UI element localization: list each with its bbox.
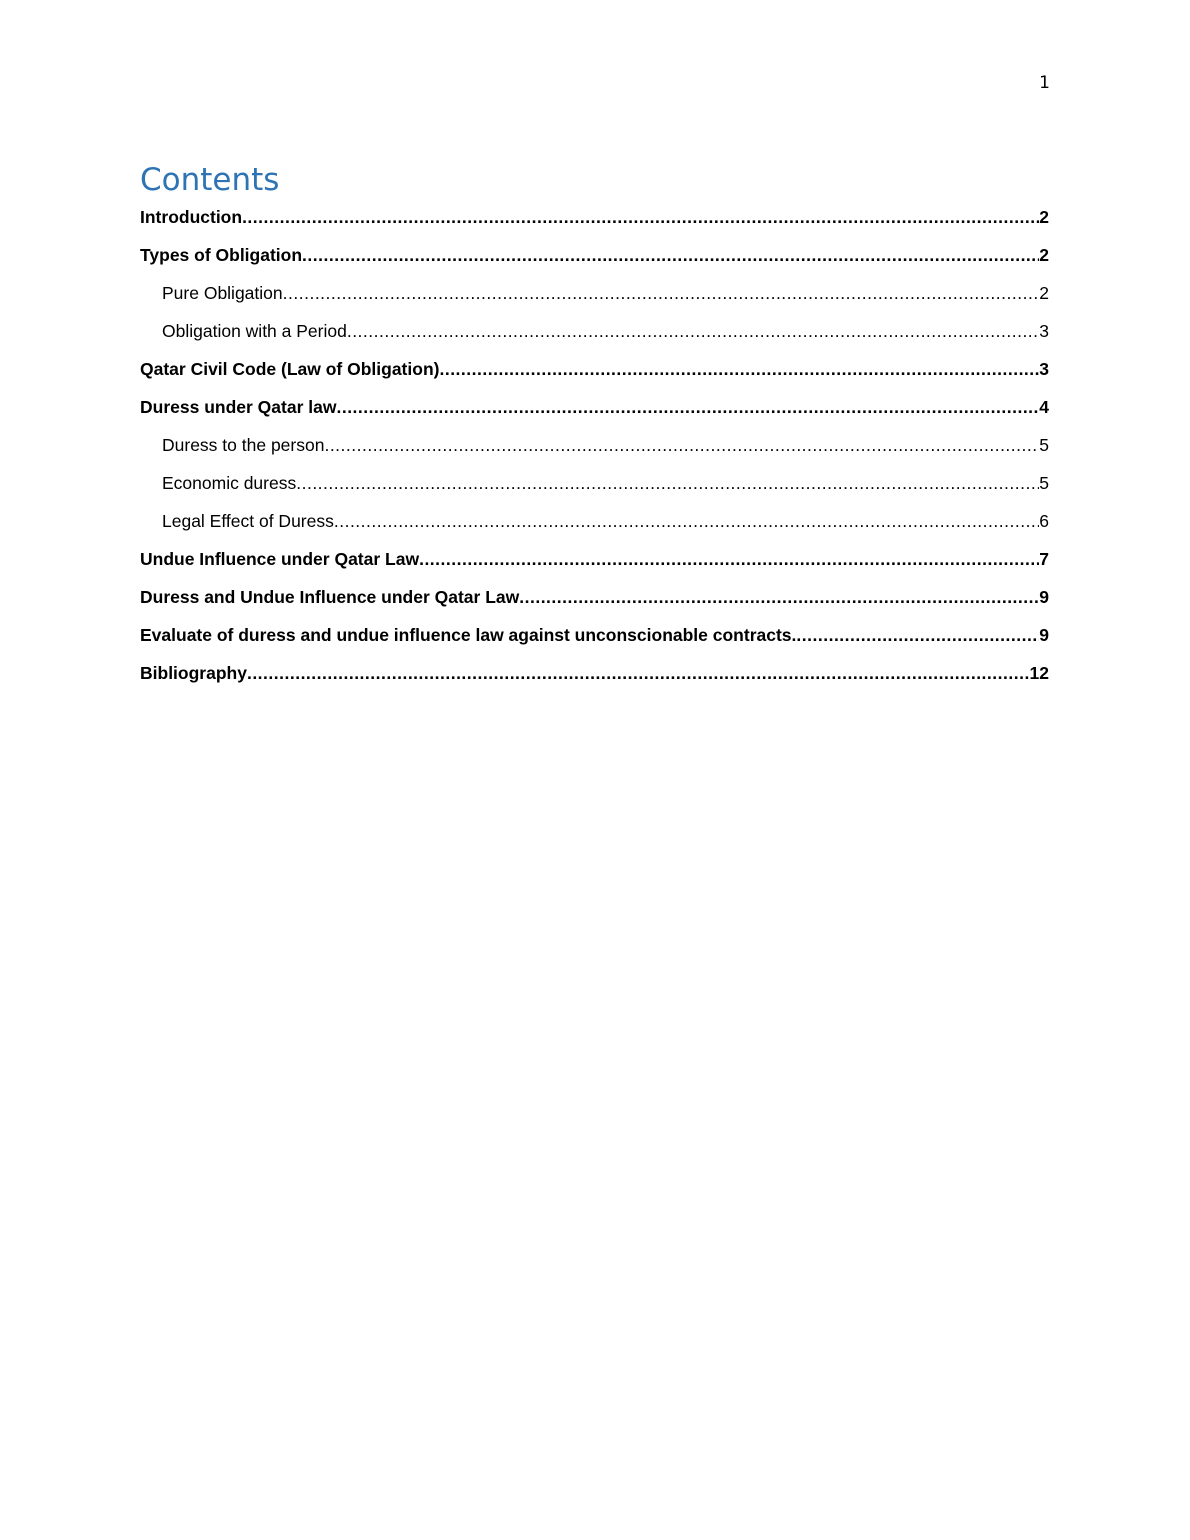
toc-entry-types-of-obligation[interactable] [140, 236, 1049, 274]
toc-entry-page: 4 [1039, 397, 1049, 417]
toc-entry-label: Duress and Undue Influence under Qatar Law [140, 587, 520, 607]
toc-entry-page: 2 [1039, 245, 1049, 265]
toc-entry-bibliography[interactable] [140, 654, 1049, 692]
toc-dot-leader [796, 616, 1039, 654]
toc-dot-leader [242, 198, 1039, 236]
toc-entry-page: 2 [1039, 283, 1049, 303]
toc-entry-label: Economic duress [162, 473, 297, 493]
toc-entry-page: 9 [1039, 625, 1049, 645]
toc-entry-page: 2 [1039, 207, 1049, 227]
toc-entry-page: 3 [1039, 321, 1049, 341]
toc-entry-label: Pure Obligation [162, 283, 283, 303]
toc-entry-undue-influence[interactable] [140, 540, 1049, 578]
toc-entry-label: Evaluate of duress and undue influence law against unconscionable contracts. [140, 625, 797, 645]
toc-entry-label: Bibliography [140, 663, 247, 683]
toc-entry-page: 12 [1029, 663, 1049, 683]
toc-entry-page: 7 [1039, 549, 1049, 569]
toc-entry-page: 3 [1039, 359, 1049, 379]
toc-entry-page: 6 [1039, 511, 1049, 531]
toc-entry-label: Introduction [140, 207, 243, 227]
toc-dot-leader [347, 312, 1039, 350]
toc-dot-leader [302, 236, 1039, 274]
toc-entry-label: Duress to the person [162, 435, 325, 455]
toc-entry-page: 9 [1039, 587, 1049, 607]
toc-dot-leader [519, 578, 1039, 616]
toc-entry-obligation-with-a-period[interactable] [140, 312, 1049, 350]
toc-entry-duress-and-undue-influence[interactable] [140, 578, 1049, 616]
toc-dot-leader [247, 654, 1030, 692]
toc-dot-leader [336, 388, 1039, 426]
toc-dot-leader [439, 350, 1039, 388]
toc-entry-label: Types of Obligation [140, 245, 303, 265]
toc-entry-evaluate-duress-undue-influence[interactable] [140, 616, 1049, 654]
toc-entry-duress-to-the-person[interactable] [140, 426, 1049, 464]
toc-entry-qatar-civil-code[interactable] [140, 350, 1049, 388]
toc-title: Contents [140, 162, 280, 198]
toc-dot-leader [296, 464, 1039, 502]
toc-entry-page: 5 [1039, 435, 1049, 455]
toc-entry-economic-duress[interactable] [140, 464, 1049, 502]
toc-dot-leader [324, 426, 1039, 464]
toc-entry-legal-effect-of-duress[interactable] [140, 502, 1049, 540]
table-of-contents [140, 198, 1049, 692]
toc-entry-page: 5 [1039, 473, 1049, 493]
toc-entry-label: Qatar Civil Code (Law of Obligation) [140, 359, 440, 379]
toc-entry-label: Legal Effect of Duress [162, 511, 334, 531]
page-number: 1 [1039, 73, 1050, 93]
toc-entry-duress-under-qatar-law[interactable] [140, 388, 1049, 426]
toc-dot-leader [334, 502, 1039, 540]
toc-entry-pure-obligation[interactable] [140, 274, 1049, 312]
toc-entry-label: Obligation with a Period [162, 321, 347, 341]
toc-dot-leader [419, 540, 1039, 578]
toc-entry-introduction[interactable] [140, 198, 1049, 236]
toc-dot-leader [283, 274, 1040, 312]
toc-entry-label: Duress under Qatar law [140, 397, 337, 417]
toc-entry-label: Undue Influence under Qatar Law [140, 549, 420, 569]
